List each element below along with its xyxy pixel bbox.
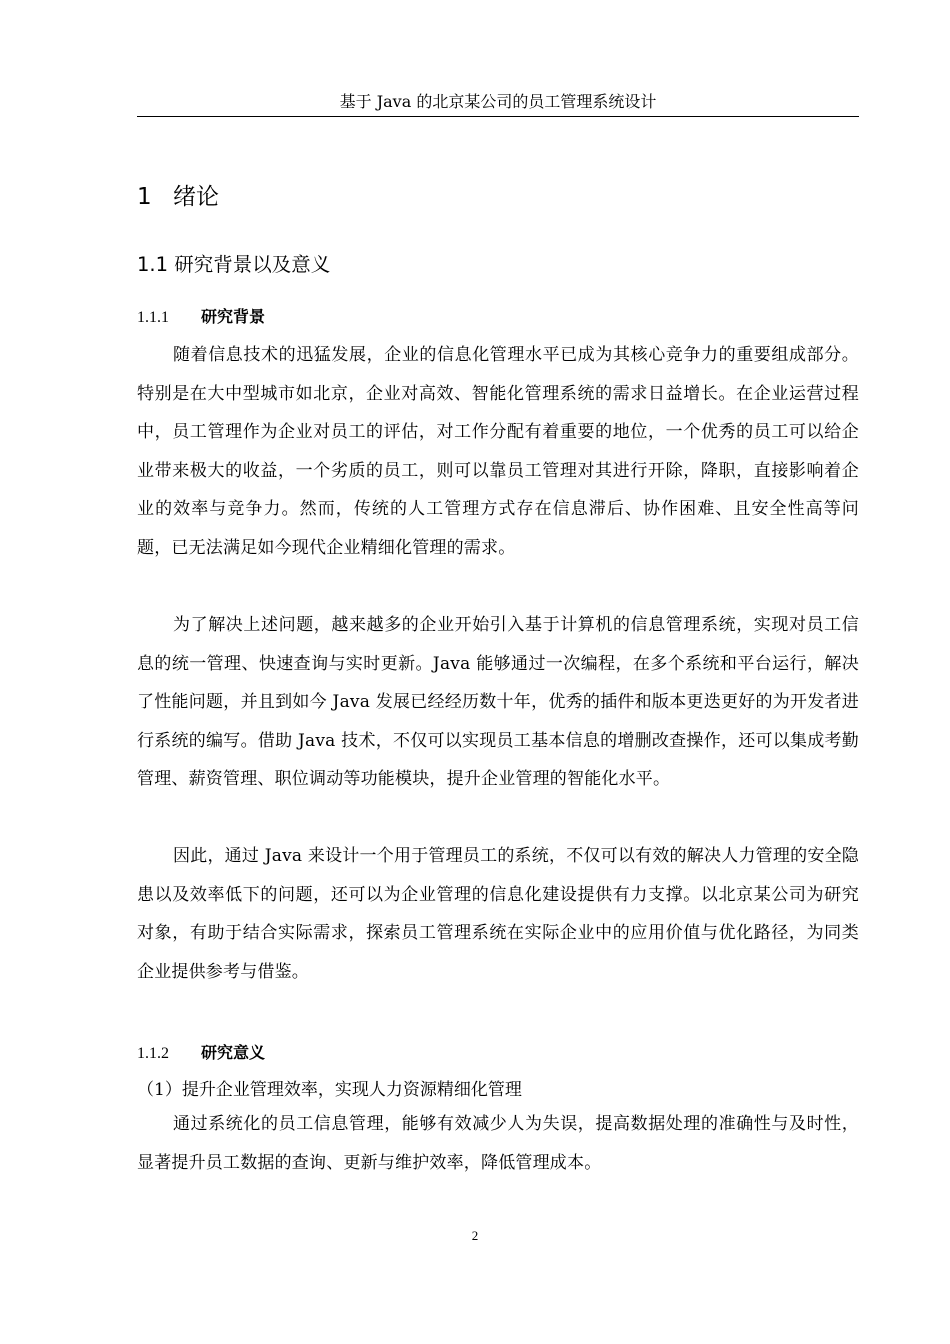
chapter-title: 绪论: [173, 184, 219, 210]
subsection-title: 研究意义: [201, 1043, 266, 1062]
paragraph-background-2: 为了解决上述问题，越来越多的企业开始引入基于计算机的信息管理系统，实现对员工信息的统一管理、快速查询与实时更新。Java 能够通过一次编程，在多个系统和平台运行，解决了性能问题，并且到如今 Java 发展已经经历数十年，优秀的插件和版本更迭更好的为开发者进行系统的编写。借助 Java 技术，不仅可以实现员工基本信息的增删改查操作，还可以集成考勤管理、薪资管理、职位调动等功能模块，提升企业管理的智能化水平。: [137, 615, 859, 789]
subsection-number: 1.1.1: [137, 309, 169, 326]
subsection-title: 研究背景: [201, 307, 266, 326]
subsection-heading-background: [137, 306, 265, 329]
paragraph-background-1: 随着信息技术的迅猛发展，企业的信息化管理水平已成为其核心竞争力的重要组成部分。特别是在大中型城市如北京，企业对高效、智能化管理系统的需求日益增长。在企业运营过程中，员工管理作为企业对员工的评估，对工作分配有着重要的地位，一个优秀的员工可以给企业带来极大的收益，一个劣质的员工，则可以靠员工管理对其进行开除，降职，直接影响着企业的效率与竞争力。然而，传统的人工管理方式存在信息滞后、协作困难、且安全性高等问题，已无法满足如今现代企业精细化管理的需求。: [137, 345, 859, 558]
running-header: 基于 Java 的北京某公司的员工管理系统设计: [137, 92, 859, 117]
page-number: 2: [471, 1228, 479, 1243]
paragraph-significance-1: 通过系统化的员工信息管理，能够有效减少人为失误，提高数据处理的准确性与及时性，显著提升员工数据的查询、更新与维护效率，降低管理成本。: [137, 1114, 859, 1173]
subsection-number: 1.1.2: [137, 1045, 169, 1062]
chapter-number: 1: [137, 184, 152, 210]
paragraph-background-3: 因此，通过 Java 来设计一个用于管理员工的系统，不仅可以有效的解决人力管理的安全隐患以及效率低下的问题，还可以为企业管理的信息化建设提供有力支撑。以北京某公司为研究对象，有助于结合实际需求，探索员工管理系统在实际企业中的应用价值与优化路径，为同类企业提供参考与借鉴。: [137, 846, 859, 982]
list-item-heading: （1）提升企业管理效率，实现人力资源精细化管理: [137, 1080, 522, 1100]
subsection-heading-significance: [137, 1042, 265, 1065]
chapter-heading: [137, 182, 219, 212]
section-heading: 1.1 研究背景以及意义: [137, 253, 331, 276]
